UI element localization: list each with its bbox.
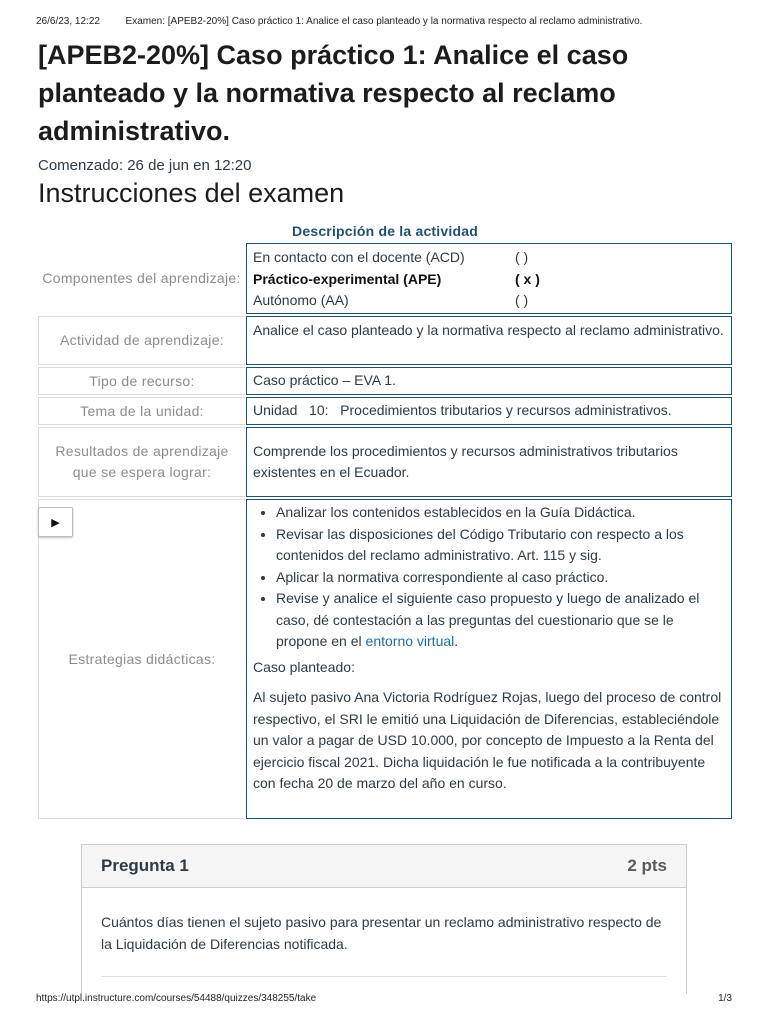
components-value [246, 243, 732, 314]
list-item: • Analizar los contenidos establecidos en la Guía Didáctica. [276, 502, 725, 524]
strategies-list [253, 502, 725, 653]
component-mark: ( ) [515, 292, 529, 308]
resource-value: Caso práctico – EVA 1. [246, 367, 732, 395]
list-item: • Revisar las disposiciones del Código Tributario con respecto a los contenidos del reclamo administrativo. Art. 115 y sig. [276, 524, 725, 567]
topic-label: Tema de la unidad: [38, 397, 245, 425]
question-card [81, 844, 687, 994]
row-resource [38, 367, 732, 395]
play-button[interactable] [38, 507, 73, 537]
list-item-text: Revise y analice el siguiente caso propuesto y luego de analizado el caso, dé contestación a las preguntas del cuestionario que se le propone en el [276, 590, 700, 649]
component-line-ape [253, 269, 725, 291]
page-number: 1/3 [718, 993, 732, 1004]
list-item-end: . [454, 633, 459, 649]
instructions-heading: Instrucciones del examen [38, 178, 345, 208]
activity-value: Analice el caso planteado y la normativa respecto al reclamo administrativo. [246, 316, 732, 365]
topic-value [246, 397, 732, 425]
component-name: Autónomo (AA) [253, 292, 349, 308]
component-line-aa [253, 290, 725, 312]
results-label: Resultados de aprendizaje que se espera lograr: [38, 427, 245, 497]
components-label: Componentes del aprendizaje: [42, 270, 241, 286]
print-header [36, 16, 732, 30]
topic-text: Unidad 10: Procedimientos tributarios y recursos administrativos. [253, 402, 672, 419]
case-text: Al sujeto pasivo Ana Victoria Rodríguez Rojas, luego del proceso de control respectivo, el SRI le emitió una Liquidación de Diferencias, estableciéndole un valor a pagar de USD 10.000, por concepto de Impuesto a la Renta del ejercicio fiscal 2021. Dicha liquidación le fue notificada a la contribuyente con fecha 20 de marzo del año en curso. [253, 689, 722, 791]
row-components [38, 243, 732, 314]
print-title: Examen: [APEB2-20%] Caso práctico 1: Analice el caso planteado y la normativa respecto al reclamo administrativo. [125, 16, 643, 27]
activity-label: Actividad de aprendizaje: [38, 316, 245, 365]
component-name: En contacto con el docente (ACD) [253, 249, 465, 265]
results-value: Comprende los procedimientos y recursos administrativos tributarios existentes en el Ecuador. [246, 427, 732, 497]
divider [101, 976, 667, 977]
component-mark: ( x ) [515, 270, 540, 287]
question-header [82, 845, 686, 888]
question-text: Cuántos días tienen el sujeto pasivo para presentar un reclamo administrativo respecto de la Liquidación de Diferencias notificada. [101, 914, 662, 952]
list-item [276, 588, 725, 653]
strategies-value [246, 499, 732, 819]
question-points: 2 pts [627, 856, 667, 875]
play-icon: ▶ [51, 516, 60, 529]
strategies-label: Estrategias didácticas: [38, 499, 245, 819]
case-label: Caso planteado: [253, 658, 355, 675]
row-results [38, 427, 732, 497]
print-url: https://utpl.instructure.com/courses/54488/quizzes/348255/take [36, 993, 317, 1004]
component-name: Práctico-experimental (APE) [253, 270, 442, 287]
row-activity [38, 316, 732, 365]
row-strategies [38, 499, 732, 819]
row-topic [38, 397, 732, 425]
started-timestamp: Comenzado: 26 de jun en 12:20 [38, 157, 252, 174]
resource-label: Tipo de recurso: [38, 367, 245, 395]
list-item: • Aplicar la normativa correspondiente al caso práctico. [276, 567, 725, 589]
entorno-virtual-link[interactable]: entorno virtual [365, 633, 455, 649]
component-line-acd [253, 247, 725, 269]
question-title: Pregunta 1 [101, 856, 189, 875]
page-title: [APEB2-20%] Caso práctico 1: Analice el caso planteado y la normativa respecto al reclamo administrativo. [38, 40, 629, 146]
component-mark: ( ) [515, 249, 529, 265]
description-heading: Descripción de la actividad [292, 223, 478, 239]
print-date: 26/6/23, 12:22 [36, 16, 100, 27]
